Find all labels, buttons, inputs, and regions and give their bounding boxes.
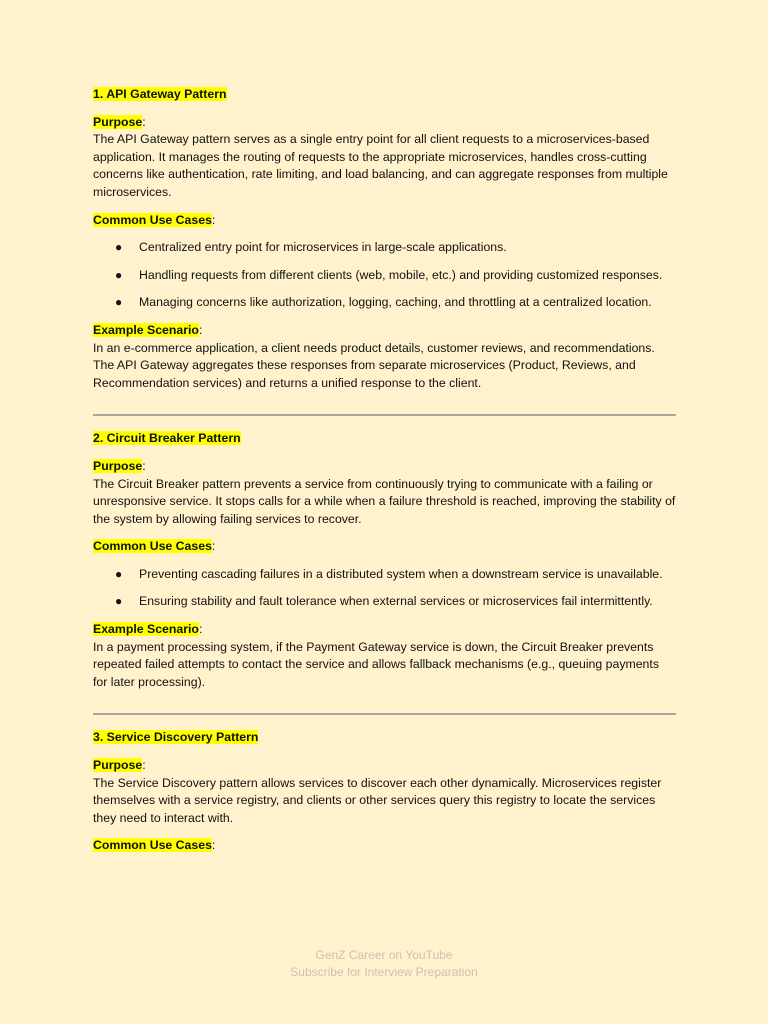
footer-line-2: Subscribe for Interview Preparation [290, 965, 478, 979]
list-item: ● Managing concerns like authorization, logging, caching, and throttling at a centralized location. [93, 294, 676, 312]
purpose-label: Purpose: [93, 458, 146, 473]
bullet-icon: ● [115, 267, 123, 282]
section-title: 2. Circuit Breaker Pattern [93, 431, 241, 446]
list-item: ● Handling requests from different clients (web, mobile, etc.) and providing customized responses. [93, 267, 676, 285]
section-api-gateway [93, 86, 676, 392]
list-item: ● Centralized entry point for microservices in large-scale applications. [93, 239, 676, 257]
purpose-label: Purpose: [93, 758, 146, 773]
section-title: 3. Service Discovery Pattern [93, 730, 259, 745]
bullet-icon: ● [115, 295, 123, 310]
document-content [93, 86, 676, 865]
section-circuit-breaker [93, 430, 676, 691]
example-text: In an e-commerce application, a client needs product details, customer reviews, and recommendations. The API Gateway aggregates these responses from separate microservices (Product, Reviews, and Recommendation services) and returns a unified response to the client. [93, 340, 655, 390]
list-item: ● Ensuring stability and fault tolerance when external services or microservices fail intermittently. [93, 593, 676, 611]
example-label: Example Scenario: [93, 322, 203, 337]
example-text: In a payment processing system, if the Payment Gateway service is down, the Circuit Breaker prevents repeated failed attempts to contact the service and allows fallback mechanisms (e.g., queuing payments for later processing). [93, 639, 659, 689]
purpose-text: The API Gateway pattern serves as a single entry point for all client requests to a microservices-based application. It manages the routing of requests to the appropriate microservices, handles cross-cutting concerns like authentication, rate limiting, and load balancing, and can aggregate responses from multiple microservices. [93, 132, 668, 199]
purpose-text: The Service Discovery pattern allows services to discover each other dynamically. Microservices register themselves with a service registry, and clients or other services query this registry to locate the services they need to interact with. [93, 775, 662, 825]
purpose-text: The Circuit Breaker pattern prevents a service from continuously trying to communicate with a failing or unresponsive service. It stops calls for a while when a failure threshold is reached, improving the stability of the system by allowing failing services to recover. [93, 476, 676, 526]
bullet-icon: ● [115, 566, 123, 581]
use-cases-list [93, 566, 676, 611]
purpose-label: Purpose: [93, 114, 146, 129]
bullet-icon: ● [115, 240, 123, 255]
footer-line-1: GenZ Career on YouTube [315, 948, 453, 962]
section-service-discovery [93, 729, 676, 855]
section-divider [93, 713, 676, 715]
section-title: 1. API Gateway Pattern [93, 87, 227, 101]
use-cases-list [93, 239, 676, 312]
use-cases-label: Common Use Cases: [93, 838, 216, 853]
section-divider [93, 414, 676, 416]
use-cases-label: Common Use Cases: [93, 212, 216, 227]
bullet-icon: ● [115, 594, 123, 609]
example-label: Example Scenario: [93, 622, 203, 637]
list-item: ● Preventing cascading failures in a distributed system when a downstream service is unavailable. [93, 566, 676, 584]
use-cases-label: Common Use Cases: [93, 539, 216, 554]
footer-watermark [0, 947, 768, 981]
